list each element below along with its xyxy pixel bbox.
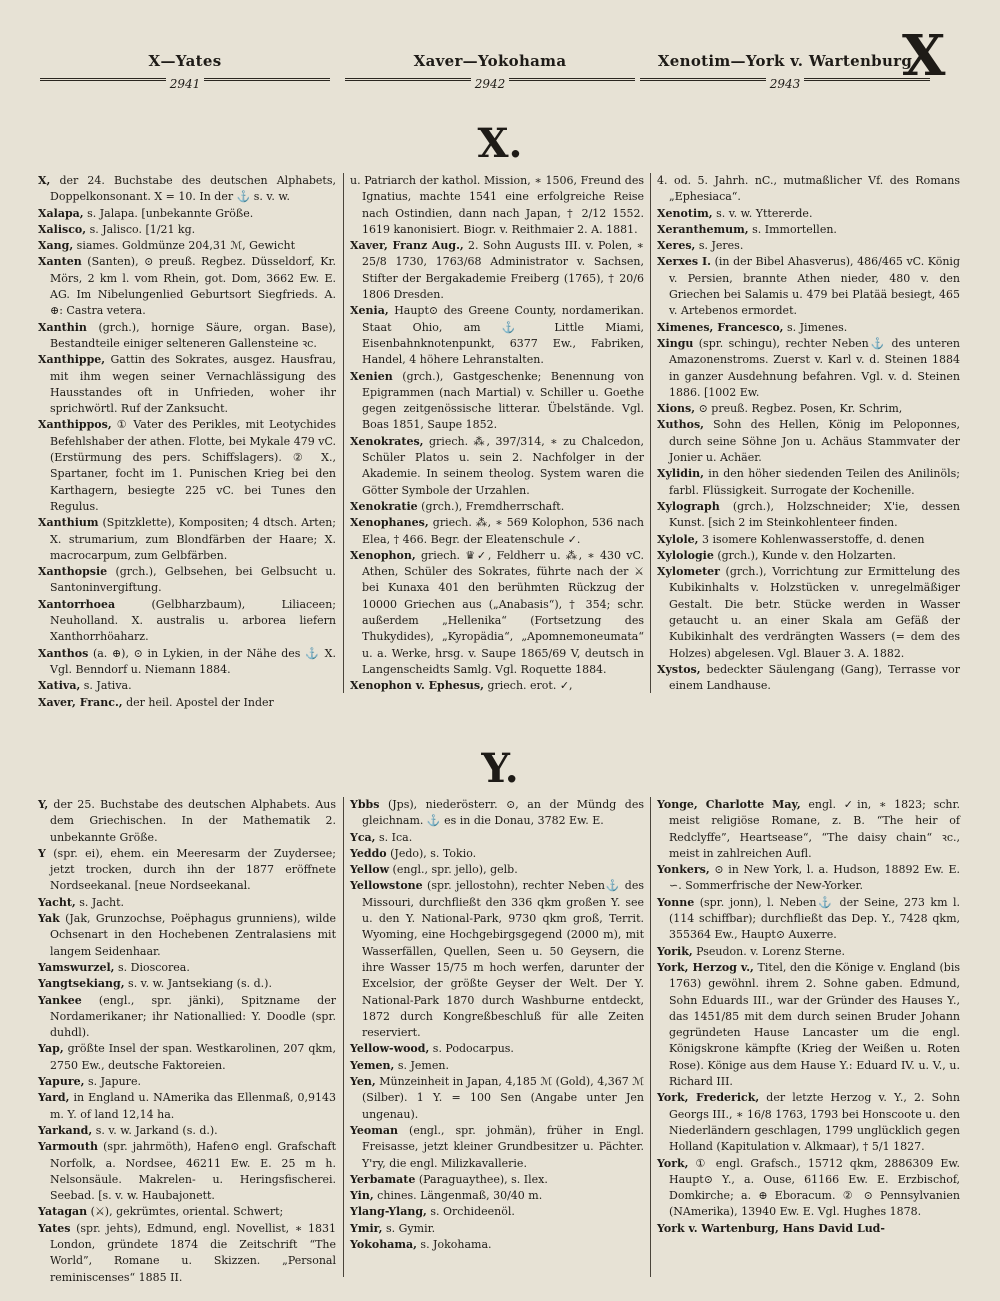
- headword: Yangtsekiang,: [38, 977, 125, 991]
- dictionary-entry: [38, 911, 336, 960]
- headword: Yellow: [350, 863, 390, 877]
- header-column-3: [640, 52, 930, 91]
- definition: Sohn des Hellen, König im Peloponnes, durch seine Söhne Jon u. Achäus Stammvater der Jonier u. Achäer.: [669, 418, 960, 465]
- headword: Xalapa,: [38, 206, 84, 220]
- running-header: [40, 52, 940, 91]
- definition: s. Orchideenöl.: [426, 1205, 515, 1219]
- dictionary-entry: [657, 1221, 960, 1237]
- entry-column: [38, 797, 336, 1286]
- dictionary-entry: [657, 222, 960, 238]
- dictionary-entry: [350, 1123, 644, 1172]
- dictionary-entry: [350, 1221, 644, 1237]
- dictionary-entry: [38, 320, 336, 353]
- definition: bedeckter Säulengang (Gang), Terrasse vor einem Landhause.: [669, 662, 960, 693]
- definition: griech. ♛✓, Feldherr u. ⁂, ∗ 430 vC. Athen, Schüler des Sokrates, führte nach der ⚔ bei Kunaxa 401 den berühmten Rückzug der 10000 Griechen aus („Anabasis“), † 354; schr. außerdem „Hellenika“ (Fortsetzung des Thukydides), „Kyropädia“, „Apomnemoneumata“ u. a. Werke, hrsg. v. Saupe 1865/69 V, deutsch in Langenscheidts Samlg. Vgl. Roquette 1884.: [362, 548, 644, 676]
- definition: s. Immortellen.: [748, 222, 837, 236]
- headword: Yeoman: [350, 1123, 398, 1137]
- definition: griech. erot. ✓,: [483, 679, 573, 693]
- dictionary-entry: [38, 678, 336, 694]
- headword: Yellowstone: [350, 879, 423, 893]
- headword: Xaver, Franz Aug.,: [350, 239, 464, 253]
- definition: (grch.), Vorrichtung zur Ermittelung des Kubikinhalts v. Holzstücken v. unregelmäßiger Gestalt. Die betr. Stücke werden in Wasser getaucht u. an einer Skala am Gefäß der Kubikinhalt des verdrängten Wassers (= dem des Holzes) abgelesen. Vgl. Blauer 3. A. 1882.: [669, 565, 960, 660]
- dictionary-entry: [38, 173, 336, 206]
- definition: (grch.), hornige Säure, organ. Base), Bestandteile einiger selteneren Gallensteine ꝛc.: [50, 320, 336, 350]
- headword: Ylang-Ylang,: [350, 1205, 427, 1219]
- dictionary-entry: [38, 238, 336, 254]
- dictionary-entry: [657, 206, 960, 222]
- definition: (engl., spr. jänki), Spitzname der Nordamerikaner; ihr Nationallied: Y. Doodle (spr. duhdl).: [50, 993, 336, 1040]
- definition: (spr. ei), ehem. ein Meeresarm der Zuydersee; jetzt trocken, durch ihn der 1877 eröffnete Nordseekanal. [neue Nordseekanal.: [45, 846, 336, 893]
- definition: (Paraguaythee), s. Ilex.: [415, 1172, 548, 1186]
- definition: (spr. schingu), rechter Neben⚓ des unteren Amazonenstroms. Zuerst v. Karl v. d. Steinen 1884 in ganzer Ausdehnung befahren. Vgl. v. d. Steinen 1886. [1002 Ew.: [669, 336, 960, 399]
- dictionary-entry: [657, 336, 960, 401]
- header-column-2: [345, 52, 635, 91]
- dictionary-entry: [350, 1074, 644, 1123]
- definition: s. Jacht.: [75, 895, 124, 909]
- headword: Yin,: [350, 1189, 374, 1203]
- dictionary-entry: [350, 369, 644, 434]
- definition: (Jak, Grunzochse, Poëphagus grunniens), wilde Ochsenart in den Hochebenen Zentralasiens mit langem Seidenhaar.: [50, 912, 336, 958]
- headword: Xeres,: [657, 239, 696, 253]
- dictionary-entry: [38, 1090, 336, 1123]
- headword: Xingu: [657, 336, 694, 350]
- definition: Titel, den die Könige v. England (bis 1763) gewöhnl. ihrem 2. Sohne gaben. Edmund, Sohn Eduards III., war der Gründer des Hauses Y., das 1451/85 mit dem durch seinen Bruder Johann gegründeten Hause Lancaster um die engl. Königskrone kämpfte (Krieg der Weißen u. Roten Rose). Könige aus dem Hause Y.: Eduard IV. u. V., u. Richard III.: [669, 960, 960, 1089]
- page-number-rule: [640, 73, 930, 91]
- headword: Xanten: [38, 255, 82, 269]
- definition: der letzte Herzog v. Y., 2. Sohn Georgs III., ∗ 16/8 1763, 1793 bei Honscoote u. den Niederländern geschlagen, 1799 unglücklich gegen Holland (Kapitulation v. Alkmaar), † 5/1 1827.: [669, 1091, 960, 1154]
- dictionary-entry: [657, 1090, 960, 1155]
- headword: Xuthos,: [657, 418, 704, 432]
- dictionary-entry: [350, 173, 644, 238]
- definition: ① Vater des Perikles, mit Leotychides Befehlshaber der athen. Flotte, bei Mykale 479 vC. (Erstürmung des pers. Schiffslagers). ② X., Spartaner, focht im 1. Punischen Krieg bei den Karthagern, besiegte 225 vC. bei Tunes den Regulus.: [50, 418, 336, 513]
- dictionary-entry: [657, 532, 960, 548]
- definition: in den höher siedenden Teilen des Anilinöls; farbl. Flüssigkeit. Surrogate der Kochenille.: [669, 467, 960, 497]
- definition: (grch.), Gastgeschenke; Benennung von Epigrammen (nach Martial) v. Schiller u. Goethe gegen zeitgenössische litterar. Übelstände. Vgl. Boas 1851, Saupe 1852.: [362, 369, 644, 432]
- definition: größte Insel der span. Westkarolinen, 207 qkm, 2750 Ew., deutsche Faktoreien.: [50, 1042, 336, 1072]
- headword: Xylole,: [657, 532, 699, 546]
- definition: s. Jeres.: [695, 239, 744, 253]
- headword: Xang,: [38, 239, 74, 253]
- headword: Yonge, Charlotte May,: [657, 798, 801, 811]
- definition: 4. od. 5. Jahrh. nC., mutmaßlicher Vf. des Romans „Ephesiaca“.: [657, 174, 960, 204]
- definition: s. Jemen.: [394, 1058, 449, 1072]
- headword: Yeddo: [350, 846, 387, 860]
- headword: Xylograph: [657, 499, 720, 513]
- dictionary-entry: [350, 1172, 644, 1188]
- headword: York, Frederick,: [657, 1091, 760, 1105]
- headword: Xions,: [657, 402, 696, 416]
- headword: Yen,: [350, 1075, 376, 1089]
- header-title: Xenotim—York v. Wartenburg: [657, 52, 913, 70]
- dictionary-entry: [350, 797, 644, 830]
- definition: siames. Goldmünze 204,31 ℳ, Gewicht: [73, 239, 295, 253]
- dictionary-entry: [657, 944, 960, 960]
- dictionary-entry: [657, 564, 960, 662]
- definition: s. Jativa.: [80, 679, 132, 693]
- headword: Yap,: [38, 1042, 64, 1056]
- column-divider: [650, 797, 651, 1277]
- headword: Yatagan: [38, 1205, 88, 1219]
- header-title: Xaver—Yokohama: [413, 52, 567, 70]
- headword: Y,: [38, 798, 49, 811]
- definition: (engl., spr. jello), gelb.: [389, 863, 518, 877]
- page-number: 2943: [766, 77, 805, 91]
- headword: Xenia,: [350, 304, 389, 318]
- dictionary-entry: [38, 1221, 336, 1286]
- dictionary-entry: [350, 238, 644, 303]
- dictionary-entry: [657, 499, 960, 532]
- headword: Yates: [38, 1221, 71, 1235]
- definition: griech. ⁂, 397/314, ∗ zu Chalcedon, Schüler Platos u. sein 2. Nachfolger in der Akademie. In seinem theolog. System waren die Götter Symbole der Urzahlen.: [362, 434, 644, 497]
- definition: s. Ica.: [375, 830, 413, 844]
- dictionary-entry: [350, 1058, 644, 1074]
- dictionary-entry: [38, 597, 336, 646]
- definition: (Gelbharzbaum), Liliaceen; Neuholland. X. australis u. arborea liefern Xanthorrhöaharz.: [50, 597, 336, 644]
- column-divider: [343, 797, 344, 1277]
- dictionary-entry: [38, 646, 336, 679]
- dictionary-entry: [657, 895, 960, 944]
- headword: Xenokratie: [350, 499, 418, 513]
- definition: s. Jalapa. [unbekannte Größe.: [83, 206, 254, 220]
- headword: Xenophanes,: [350, 516, 429, 530]
- dictionary-entry: [657, 797, 960, 862]
- definition: (in der Bibel Ahasverus), 486/465 vC. König v. Persien, brannte Athen nieder, 480 v. den Griechen bei Salamis u. 479 bei Platää besiegt, 465 v. Artebenos ermordet.: [669, 255, 960, 318]
- headword: Yemen,: [350, 1058, 395, 1072]
- definition: ⊙ preuß. Regbez. Posen, Kr. Schrim,: [695, 402, 903, 416]
- definition: (a. ⊕), ⊙ in Lykien, in der Nähe des ⚓ X. Vgl. Benndorf u. Niemann 1884.: [50, 646, 336, 676]
- definition: s. Gymir.: [382, 1221, 436, 1235]
- definition: in England u. NAmerika das Ellenmaß, 0,9143 m. Y. of land 12,14 ha.: [50, 1091, 336, 1121]
- headword: Xylologie: [657, 548, 714, 562]
- definition: s. Japure.: [84, 1075, 141, 1089]
- definition: (spr. jellostohn), rechter Neben⚓ des Missouri, durchfließt den 336 qkm großen Y. see u. den Y. National-Park, 9730 qkm groß, Territ. Wyoming, eine Hochgebirgsgegend (2000 m), mit Wasserfällen, Quellen, Seen u. 50 Geysern, die ihre Wasser 15/75 m hoch werfen, darunter der Excelsior, der größte Geyser der Welt. Der Y. National-Park 1870 durch Washburne entdeckt, 1872 durch Kongreßbeschluß für alle Zeiten reserviert.: [362, 879, 644, 1040]
- definition: 3 isomere Kohlenwasserstoffe, d. denen: [698, 532, 925, 546]
- dictionary-entry: [38, 222, 336, 238]
- definition: der 25. Buchstabe des deutschen Alphabets. Aus dem Griechischen. In der Mathematik 2. unbekannte Größe.: [48, 798, 336, 844]
- headword: Xerxes I.: [657, 255, 711, 269]
- page-number: 2941: [166, 77, 205, 91]
- definition: (grch.), Fremdherrschaft.: [417, 499, 565, 513]
- dictionary-entry: [38, 797, 336, 846]
- headword: Xylometer: [657, 565, 720, 579]
- headword: Xenien: [350, 369, 393, 383]
- headword: Xantorrhoea: [38, 597, 116, 611]
- dictionary-entry: [350, 846, 644, 862]
- dictionary-entry: [38, 695, 336, 711]
- dictionary-entry: [350, 515, 644, 548]
- column-divider: [343, 173, 344, 693]
- dictionary-entry: [350, 1041, 644, 1057]
- headword: Xativa,: [38, 679, 81, 693]
- headword: Yca,: [350, 830, 376, 844]
- dictionary-entry: [38, 352, 336, 417]
- dictionary-entry: [38, 254, 336, 319]
- dictionary-entry: [350, 678, 644, 694]
- headword: Xenophon,: [350, 548, 416, 562]
- definition: (Santen), ⊙ preuß. Regbez. Düsseldorf, Kr. Mörs, 2 km l. vom Rhein, got. Dom, 3662 Ew. E. AG. Im Nibelungenlied Geburtsort Siegfrieds. A. ⊕: Castra vetera.: [50, 255, 336, 318]
- definition: der 24. Buchstabe des deutschen Alphabets, Doppelkonsonant. X = 10. In der ⚓ s. v. w.: [50, 174, 336, 204]
- dictionary-entry: [350, 830, 644, 846]
- headword: Xylidin,: [657, 467, 704, 481]
- dictionary-entry: [38, 1139, 336, 1204]
- dictionary-entry: [657, 254, 960, 319]
- definition: der heil. Apostel der Inder: [122, 695, 274, 709]
- headword: Ybbs: [350, 798, 380, 811]
- dictionary-entry: [657, 1156, 960, 1221]
- dictionary-entry: [38, 515, 336, 564]
- dictionary-entry: [350, 1204, 644, 1220]
- definition: (spr. jahrmöth), Hafen⊙ engl. Grafschaft Norfolk, a. Nordsee, 46211 Ew. E. 25 m h. Nelsonsäule. Makrelen- u. Heringsfischerei. Seebad. [s. v. w. Haubajonett.: [50, 1140, 336, 1203]
- definition: u. Patriarch der kathol. Mission, ∗ 1506, Freund des Ignatius, machte 1541 eine erfolgreiche Reise nach Ostindien, dann nach Japan, † 2/12 1552. 1619 kanonisiert. Biogr. v. Reithmaier 2. A. 1881.: [350, 174, 644, 236]
- dictionary-entry: [350, 548, 644, 678]
- definition: (grch.), Gelbsehen, bei Gelbsucht u. Santoninvergiftung.: [50, 565, 336, 595]
- column-divider: [650, 173, 651, 693]
- dictionary-entry: [38, 1204, 336, 1220]
- dictionary-entry: [38, 206, 336, 222]
- headword: Xanthopsie: [38, 565, 108, 579]
- headword: Yard,: [38, 1091, 70, 1105]
- definition: (grch.), Holzschneider; X'ie, dessen Kunst. [sich 2 im Steinkohlenteer finden.: [669, 499, 960, 530]
- definition: (spr. jehts), Edmund, engl. Novellist, ∗ 1831 London, gründete 1874 die Zeitschrift “The World”, Romane u. Skizzen. „Personal reminiscenses“ 1885 II.: [50, 1221, 336, 1284]
- definition: Haupt⊙ des Greene County, nordamerikan. Staat Ohio, am ⚓ Little Miami, Eisenbahnknotenpunkt, 6377 Ew., Fabriken, Handel, 4 höhere Lehranstalten.: [362, 304, 644, 367]
- definition: ① engl. Grafsch., 15712 qkm, 2886309 Ew. Haupt⊙ Y., a. Ouse, 61166 Ew. E. Erzbischof, Domkirche; a. ⊕ Eboracum. ② ⊙ Pennsylvanien (NAmerika), 13940 Ew. E. Vgl. Hughes 1878.: [669, 1156, 960, 1219]
- definition: Münzeinheit in Japan, 4,185 ℳ (Gold), 4,367 ℳ (Silber). 1 Y. = 100 Sen (Angabe unter Jen ungenau).: [362, 1075, 644, 1121]
- headword: York, Herzog v.,: [657, 960, 754, 974]
- definition: engl. ✓in, ∗ 1823; schr. meist religiöse Romane, z. B. “The heir of Redclyffe”, Heartsease“, “The daisy chain“ ꝛc., meist in zahlreichen Aufl.: [669, 798, 961, 860]
- entry-column: [350, 173, 644, 695]
- headword: X,: [38, 174, 51, 187]
- dictionary-entry: [657, 417, 960, 466]
- dictionary-entry: [38, 993, 336, 1042]
- dictionary-entry: [38, 895, 336, 911]
- definition: s. Jimenes.: [783, 320, 848, 334]
- dictionary-entry: [657, 662, 960, 695]
- definition: (Spitzklette), Kompositen; 4 dtsch. Arten; X. strumarium, zum Blondfärben der Haare; X. macrocarpum, zum Gelbfärben.: [50, 516, 336, 562]
- dictionary-entry: [38, 846, 336, 895]
- headword: Xenotim,: [657, 206, 713, 220]
- dictionary-entry: [657, 862, 960, 895]
- definition: (Jps), niederösterr. ⊙, an der Mündg des gleichnam. ⚓ es in die Donau, 3782 Ew. E.: [362, 798, 644, 828]
- section-heading-y: Y.: [481, 745, 519, 792]
- headword: Yacht,: [38, 895, 76, 909]
- entry-column: [38, 173, 336, 711]
- definition: chines. Längenmaß, 30/40 m.: [373, 1189, 543, 1203]
- entry-column: [657, 797, 960, 1237]
- dictionary-entry: [350, 862, 644, 878]
- dictionary-entry: [38, 1123, 336, 1139]
- definition: s. v. w. Jarkand (s. d.).: [92, 1123, 218, 1137]
- definition: (Jedo), s. Tokio.: [386, 846, 477, 860]
- definition: s. v. w. Jantsekiang (s. d.).: [124, 977, 272, 991]
- dictionary-entry: [657, 960, 960, 1090]
- dictionary-entry: [38, 1041, 336, 1074]
- headword: Xeranthemum,: [657, 222, 749, 236]
- dictionary-entry: [657, 238, 960, 254]
- section-heading-x: X.: [477, 120, 523, 167]
- headword: Xystos,: [657, 662, 701, 676]
- headword: Xalisco,: [38, 222, 87, 236]
- headword: Yapure,: [38, 1075, 85, 1089]
- dictionary-entry: [350, 303, 644, 368]
- page-number-rule: [40, 73, 330, 91]
- headword: Ymir,: [350, 1221, 383, 1235]
- header-column-1: [40, 52, 330, 91]
- definition: 2. Sohn Augusts III. v. Polen, ∗ 25/8 1730, 1763/68 Administrator v. Sachsen, Stifter der Bergakademie Freiberg (1765), † 20/6 1806 Dresden.: [362, 239, 644, 302]
- dictionary-entry: [657, 320, 960, 336]
- dictionary-entry: [350, 1188, 644, 1204]
- dictionary-entry: [350, 434, 644, 499]
- header-title: X—Yates: [148, 52, 222, 70]
- dictionary-entry: [350, 499, 644, 515]
- entry-column: [350, 797, 644, 1253]
- definition: Gattin des Sokrates, ausgez. Hausfrau, mit ihm wegen seiner Vernachlässigung des Hausstandes oft in Unfrieden, woher ihr sprichwörtl. Ruf der Zanksucht.: [50, 353, 336, 416]
- headword: York v. Wartenburg, Hans David Lud-: [657, 1221, 885, 1235]
- dictionary-entry: [38, 960, 336, 976]
- headword: Yamswurzel,: [38, 960, 115, 974]
- entry-column: [657, 173, 960, 695]
- dictionary-entry: [350, 878, 644, 1041]
- definition: s. Jalisco. [1/21 kg.: [86, 222, 196, 236]
- definition: (spr. jonn), l. Neben⚓ der Seine, 273 km l. (114 schiffbar); durchfließt das Dep. Y., 7428 qkm, 355364 Ew., Haupt⊙ Auxerre.: [669, 895, 960, 942]
- dictionary-entry: [38, 564, 336, 597]
- thumb-index-letter: X: [902, 23, 946, 89]
- dictionary-entry: [38, 417, 336, 515]
- definition: (grch.), Kunde v. den Holzarten.: [713, 548, 897, 562]
- headword: York,: [657, 1156, 689, 1170]
- headword: Ximenes, Francesco,: [657, 320, 784, 334]
- dictionary-entry: [657, 173, 960, 206]
- page-number: 2942: [471, 77, 510, 91]
- dictionary-entry: [657, 548, 960, 564]
- definition: Pseudon. v. Lorenz Sterne.: [692, 944, 846, 958]
- headword: Yorik,: [657, 944, 693, 958]
- definition: (engl., spr. johmän), früher in Engl. Freisasse, jetzt kleiner Grundbesitzer u. Pächter. Y'ry, die engl. Milizkavallerie.: [362, 1123, 644, 1170]
- page-number-rule: [345, 73, 635, 91]
- dictionary-entry: [350, 1237, 644, 1253]
- headword: Xanthos: [38, 646, 89, 660]
- headword: Yonne: [657, 895, 695, 909]
- headword: Xenokrates,: [350, 434, 424, 448]
- definition: s. Podocarpus.: [429, 1042, 514, 1056]
- headword: Xaver, Franc.,: [38, 695, 123, 709]
- headword: Yak: [38, 912, 60, 926]
- headword: Xanthin: [38, 320, 87, 334]
- dictionary-entry: [38, 1074, 336, 1090]
- definition: s. Jokohama.: [416, 1238, 492, 1252]
- definition: (⚔), gekrümtes, oriental. Schwert;: [87, 1205, 284, 1219]
- definition: griech. ⁂, ∗ 569 Kolophon, 536 nach Elea, † 466. Begr. der Eleatenschule ✓.: [362, 516, 644, 546]
- dictionary-entry: [657, 466, 960, 499]
- headword: Yellow-wood,: [350, 1042, 430, 1056]
- headword: Xenophon v. Ephesus,: [350, 679, 484, 693]
- headword: Yankee: [38, 993, 82, 1007]
- headword: Yerbamate: [350, 1172, 416, 1186]
- headword: Yarkand,: [38, 1123, 93, 1137]
- headword: Y: [38, 846, 46, 860]
- definition: s. Dioscorea.: [114, 960, 190, 974]
- headword: Yarmouth: [38, 1140, 98, 1154]
- headword: Yonkers,: [657, 863, 710, 877]
- headword: Xanthippe,: [38, 353, 106, 367]
- dictionary-entry: [38, 976, 336, 992]
- headword: Yokohama,: [350, 1238, 417, 1252]
- definition: s. v. w. Yttererde.: [712, 206, 813, 220]
- headword: Xanthippos,: [38, 418, 112, 432]
- definition: ⊙ in New York, l. a. Hudson, 18892 Ew. E. ∽. Sommerfrische der New-Yorker.: [669, 863, 960, 893]
- headword: Xanthium: [38, 516, 99, 530]
- dictionary-entry: [657, 401, 960, 417]
